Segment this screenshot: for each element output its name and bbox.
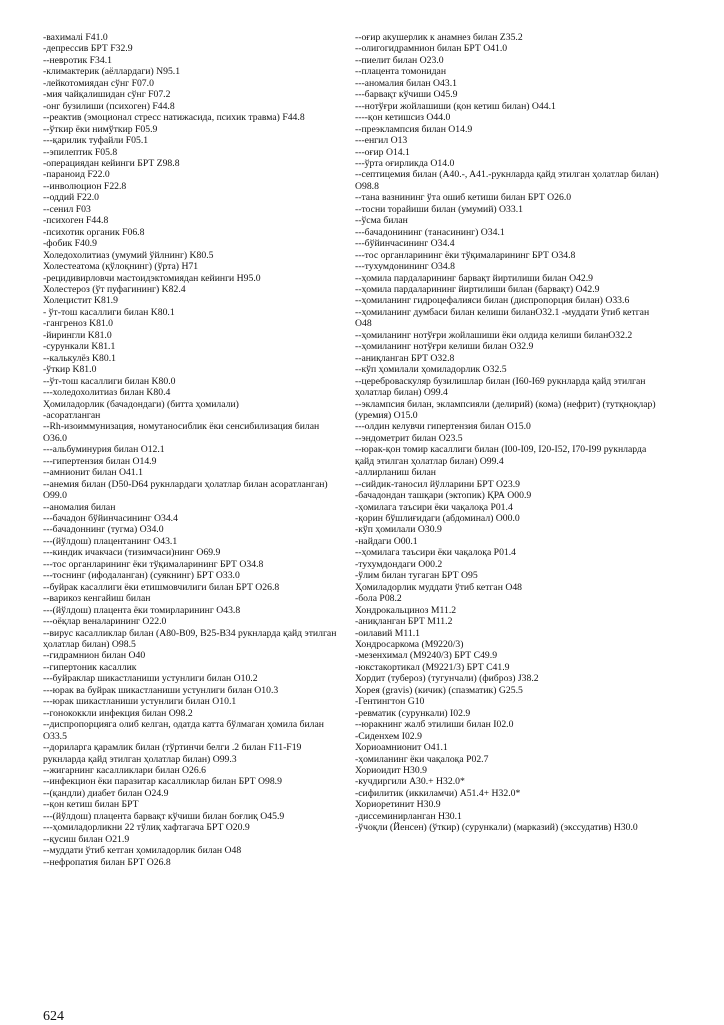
index-entry: --қон кетиш билан БРТ xyxy=(43,799,139,811)
index-entry: --оғир акушерлик к анамнез билан Z35.2 xyxy=(355,32,523,43)
index-entry: --инволюцион F22.8 xyxy=(43,180,127,192)
index-entry: --септицемия билан (A40.-, A41.-рукнларда қайд этилган ҳолатлар билан) O98.8 xyxy=(355,169,659,192)
index-entry: -ўткир K81.0 xyxy=(43,364,97,376)
index-entry: --кўп ҳомилали ҳомиладорлик O32.5 xyxy=(355,364,507,376)
index-entry: Хондрокальциноз M11.2 xyxy=(355,604,457,616)
index-entry: --юракнинг жалб этилиши билан I02.0 xyxy=(355,719,514,731)
index-entry: -онг бузилиши (психоген) F44.8 xyxy=(43,100,175,112)
index-entry: --калькулёз K80.1 xyxy=(43,352,116,364)
index-entry: -климактерик (аёллардаги) N95.1 xyxy=(43,66,181,78)
index-entry: ---тоснинг (ифодаланган) (суякнинг) БРТ O33.0 xyxy=(43,570,240,582)
index-entry: ---тухумдонининг O34.8 xyxy=(355,261,455,273)
index-entry: --эпилептик F05.8 xyxy=(43,146,118,158)
index-entry: --Rh-изоиммунизация, номутаносиблик ёки сенсибилизация билан O36.0 xyxy=(43,421,320,444)
index-entry: ---гипертензия билан O14.9 xyxy=(43,455,157,467)
index-entry: ---барвақт кўчиши O45.9 xyxy=(355,89,458,101)
index-entry: -рецидивирловчи мастоидэктомиядан кейинги H95.0 xyxy=(43,272,261,284)
index-entry: --варикоз кенгайиш билан xyxy=(43,593,151,605)
index-entry: ---бўйинчасининг O34.4 xyxy=(355,238,455,250)
index-entry: --ўт-тош касаллиги билан K80.0 xyxy=(43,375,176,387)
index-entry: --сийдик-таносил йўлларини БРТ O23.9 xyxy=(355,478,521,490)
index-entry: -бола P08.2 xyxy=(355,593,402,605)
index-entry: --амнионит билан O41.1 xyxy=(43,467,143,479)
index-entry: -мия чайқалишидан сўнг F07.2 xyxy=(43,89,171,101)
index-entry: ---альбуминурия билан O12.1 xyxy=(43,444,165,456)
index-entry: -ўчоқли (Йенсен) (ўткир) (сурункали) (марказий) (экссудатив) H30.0 xyxy=(355,822,638,834)
index-entry: --цереброваскуляр бузилишлар билан (I60-I69 рукнларда қайд этилган ҳолатлар билан) O99.4 xyxy=(355,375,646,399)
index-entry: --сенил F03 xyxy=(43,203,91,215)
index-entry: --жигарнинг касалликлари билан O26.6 xyxy=(43,765,207,776)
index-entry: --пиелит билан O23.0 xyxy=(355,54,444,66)
index-entry: Хордит (тубероз) (тугунчали) (фиброз) J38.2 xyxy=(355,673,539,685)
index-entry: ---енгил O13 xyxy=(355,135,408,147)
index-entry: -ревматик (сурункали) I02.9 xyxy=(355,707,471,719)
index-entry: --ҳомилага таъсири ёки чақалоқа P01.4 xyxy=(355,547,517,559)
index-entry: --ҳомила пардаларининг барвақт йиртилиши билан O42.9 xyxy=(355,272,594,284)
index-entry: Ҳомиладорлик муддати ўтиб кетган O48 xyxy=(355,581,523,593)
index-entry: Холецистит K81.9 xyxy=(43,295,118,307)
index-entry: --ҳомиланинг нотўғри жойлашиши ёки олдида келиши биланO32.2 xyxy=(355,329,633,341)
index-entry: -сурункали K81.1 xyxy=(43,341,116,353)
index-entry: ---ўрта оғирликда O14.0 xyxy=(355,157,455,169)
index-entry: --эндометрит билан O23.5 xyxy=(355,432,463,444)
index-entry: Ҳомиладорлик (бачадондаги) (битта ҳомилали) xyxy=(43,398,239,410)
index-entry: Хориоамнионит O41.1 xyxy=(355,742,448,754)
index-entry: -психоген F44.8 xyxy=(43,215,109,227)
index-entry: --инфекцион ёки паразитар касалликлар билан БРТ O98.9 xyxy=(43,776,282,788)
index-entry: --анемия билан (D50-D64 рукнлардаги ҳолатлар билан асоратланган) O99.0 xyxy=(43,478,328,502)
index-entry: ---киндик ичакчаси (тизимчаси)нинг O69.9 xyxy=(43,547,221,559)
index-entry: ---буйраклар шикастланиши устунлиги билан O10.2 xyxy=(43,673,258,685)
index-entry: --ҳомиланинг гидроцефалияси билан (диспропорция билан) O33.6 xyxy=(355,295,630,307)
index-entry: ---ҳомиладорликни 22 тўлиқ хафтагача БРТ O20.9 xyxy=(43,822,250,834)
index-entry: ---бачадонининг (танасининг) O34.1 xyxy=(355,226,505,238)
index-entry: -аллирланиш билан xyxy=(355,467,436,479)
index-entry: -сифилитик (иккиламчи) A51.4+ H32.0* xyxy=(355,787,521,799)
index-entry: ----қон кетишсиз O44.0 xyxy=(355,112,451,124)
index-entry: -лейкотомиядан сўнг F07.0 xyxy=(43,77,154,89)
index-entry: -юкстакортикал (M9221/3) БРТ C41.9 xyxy=(355,661,510,673)
index-entry: ---холедохолитиаз билан K80.4 xyxy=(43,387,171,399)
index-entry: -ҳомилага таъсири ёки чақалоқа P01.4 xyxy=(355,501,513,513)
index-entry: Хориоидит H30.9 xyxy=(355,765,428,776)
index-entry: -ҳомиланинг ёки чақалоқа P02.7 xyxy=(355,753,489,765)
index-entry: ---(йўлдош) плацента барвақт кўчиши билан боғлиқ O45.9 xyxy=(43,810,285,822)
index-entry: Холедохолитиаз (умумий ўйлнинг) K80.5 xyxy=(43,249,214,261)
index-entry: --буйрак касаллиги ёки етишмовчилиги билан БРТ O26.8 xyxy=(43,581,280,593)
index-entry: --плацента томонидан xyxy=(355,66,447,78)
index-entry: --оддий F22.0 xyxy=(43,192,100,204)
index-entry: ---юрак шикастланиши устунлиги билан O10.1 xyxy=(43,696,237,708)
index-entry: --юрак-қон томир касаллиги билан (I00-I09, I20-I52, I70-I99 рукнларда қайд этилган ҳолатлар билан) O99.4 xyxy=(355,444,647,467)
index-entry: --тосни торайиши билан (умумий) O33.1 xyxy=(355,203,523,215)
index-entry: - ўт-тош касаллиги билан K80.1 xyxy=(43,306,175,318)
index-entry: -Сиденхем I02.9 xyxy=(355,730,422,742)
index-entry: --невротик F34.1 xyxy=(43,54,112,66)
index-entry: -тухумдондаги O00.2 xyxy=(355,558,443,570)
index-entry: -диссеминирланган H30.1 xyxy=(355,810,462,822)
index-entry: -оилавий M11.1 xyxy=(355,627,420,639)
index-entry: ---оғир O14.1 xyxy=(355,146,410,158)
index-entry: -ўлим билан тугаган БРТ O95 xyxy=(355,570,478,582)
page-number: 624 xyxy=(43,1009,64,1024)
index-entry: --ўсма билан xyxy=(355,215,408,227)
index-column-left xyxy=(43,32,343,868)
index-entry: -кўп ҳомилали O30.9 xyxy=(355,524,442,536)
index-entry: --ҳомиланинг думбаси билан келиши биланO32.1 -муддати ўтиб кетган O48 xyxy=(355,306,650,330)
index-entry: ---олдин келувчи гипертензия билан O15.0 xyxy=(355,421,531,433)
index-entry: -мезенхимал (M9240/3) БРТ C49.9 xyxy=(355,650,498,662)
index-entry: ---(йўлдош) плацента ёки томирларининг O43.8 xyxy=(43,604,241,616)
index-entry: -қорин бўшлиғидаги (абдоминал) O00.0 xyxy=(355,513,520,525)
index-entry: Хориоретинит H30.9 xyxy=(355,799,441,811)
index-entry: Холестеатома (қўлоқнинг) (ўрта) H71 xyxy=(43,261,199,273)
index-entry: -фобик F40.9 xyxy=(43,238,97,250)
index-entry: --нефропатия билан БРТ O26.8 xyxy=(43,856,171,868)
index-entry: -гангреноз K81.0 xyxy=(43,318,114,330)
index-entry: --реактив (эмоционал стресс натижасида, психик травма) F44.8 xyxy=(43,112,305,124)
index-entry: --гонококкли инфекция билан O98.2 xyxy=(43,707,193,719)
index-entry: ---нотўғри жойлашиши (қон кетиш билан) O44.1 xyxy=(355,100,556,112)
index-entry: --ҳомиланинг нотўғри келиши билан O32.9 xyxy=(355,341,534,353)
index-entry: -йирингли K81.0 xyxy=(43,329,112,341)
index-entry: ---оёқлар веналарининг O22.0 xyxy=(43,616,167,628)
index-entry: ---бачадон бўйинчасининг O34.4 xyxy=(43,513,178,525)
index-entry: -параноид F22.0 xyxy=(43,169,110,181)
index-entry: --аниқланган БРТ O32.8 xyxy=(355,352,455,364)
index-entry: ---қарилик туфайли F05.1 xyxy=(43,135,149,147)
index-entry: --олигогидрамнион билан БРТ O41.0 xyxy=(355,43,508,55)
index-entry: --(қандли) диабет билан O24.9 xyxy=(43,787,169,799)
index-entry: Хондросаркома (M9220/3) xyxy=(355,639,464,651)
index-entry: --аномалия билан xyxy=(43,501,116,513)
index-entry: -аниқланган БРТ M11.2 xyxy=(355,616,453,628)
index-entry: ---тос органларининг ёки тўқималарининг БРТ O34.8 xyxy=(355,249,576,261)
index-entry: ---аномалия билан O43.1 xyxy=(355,77,457,89)
index-entry: -психотик органик F06.8 xyxy=(43,226,145,238)
index-entry: -асоратланган xyxy=(43,409,101,421)
index-entry: ---тос органларининг ёки тўқималарининг БРТ O34.8 xyxy=(43,558,264,570)
index-entry: Холестероз (ўт пуфагининг) K82.4 xyxy=(43,283,186,295)
index-entry: ---(йўлдош) плацентанинг O43.1 xyxy=(43,535,178,547)
index-entry: -кучдиргили A30.+ H32.0* xyxy=(355,776,465,788)
index-entry: --муддати ўтиб кетган ҳомиладорлик билан O48 xyxy=(43,845,242,857)
index-column-right xyxy=(355,32,667,834)
index-entry: -Гентингтон G10 xyxy=(355,696,425,708)
index-entry: -бачадондан ташқари (эктопик) ҚРА O00.9 xyxy=(355,490,532,502)
index-entry: Хорея (gravis) (кичик) (спазматик) G25.5 xyxy=(355,684,523,696)
index-entry: --гидрамнион билан O40 xyxy=(43,650,146,662)
index-entry: --ўткир ёки нимўткир F05.9 xyxy=(43,123,158,135)
index-entry: -найдаги O00.1 xyxy=(355,535,418,547)
index-entry: --қусиш билан O21.9 xyxy=(43,833,130,845)
index-entry: -депрессив БРТ F32.9 xyxy=(43,43,133,55)
index-entry: --диспропорцияга олиб келган, одатда катта бўлмаган ҳомила билан O33.5 xyxy=(43,719,324,742)
index-entry: --гипертоник касаллик xyxy=(43,661,137,673)
index-entry: --ҳомила пардаларининг йиртилиши билан (барвақт) O42.9 xyxy=(355,283,600,295)
index-entry: --эклампсия билан, эклампсияли (делирий) (кома) (нефрит) (тутқноқлар) (уремия) O15.0 xyxy=(355,398,656,421)
index-entry: ---юрак ва буйрак шикастланиши устунлиги билан O10.3 xyxy=(43,684,279,696)
index-entry: --преэклампсия билан O14.9 xyxy=(355,123,473,135)
index-entry: -вахималі F41.0 xyxy=(43,32,108,43)
index-entry: -операциядан кейинги БРТ Z98.8 xyxy=(43,157,180,169)
index-entry: --дориларга қарамлик билан (тўртинчи белги .2 билан F11-F19 рукнларда қайд этилган ҳолатлар билан) O99.3 xyxy=(43,742,302,765)
index-entry: --тана вазнининг ўта ошиб кетиши билан БРТ O26.0 xyxy=(355,192,572,204)
index-entry: ---бачадоннинг (тугма) O34.0 xyxy=(43,524,164,536)
index-entry: --вирус касалликлар билан (A80-B09, B25-B34 рукнларда қайд этилган ҳолатлар билан) O98.5 xyxy=(43,627,337,651)
